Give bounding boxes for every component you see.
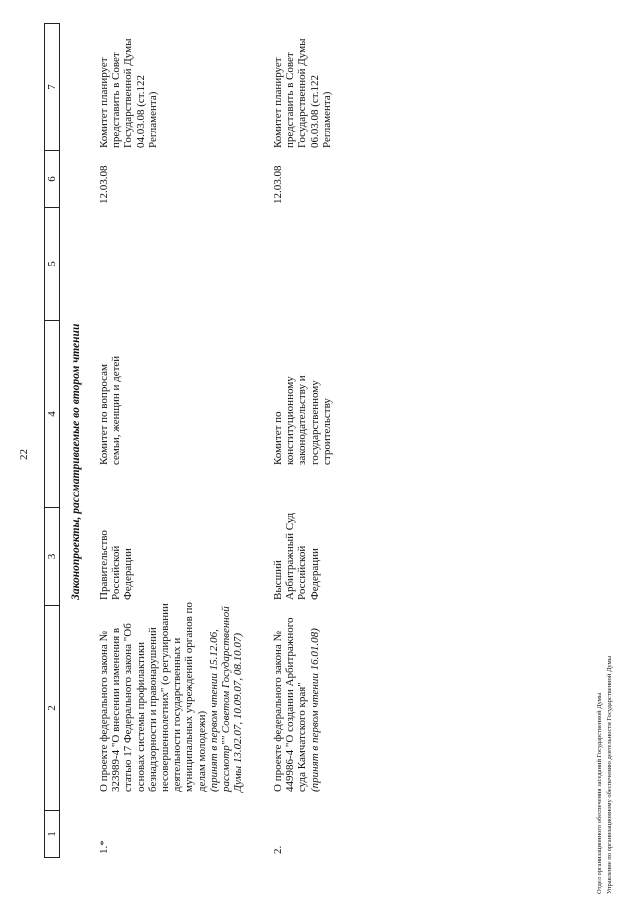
row-number: 1.* <box>98 840 110 854</box>
initiator: Высший Арбитражный Суд Российской Федерации <box>272 512 321 600</box>
header-col-5: 5 <box>44 207 60 321</box>
date: 12.03.08 <box>272 165 284 204</box>
project-description <box>98 602 244 792</box>
remark: Комитет планирует представить в Совет Государственной Думы 04.03.08 (ст.122 Регламента) <box>98 38 159 148</box>
footer-directorate: Управление по организационному обеспечению деятельности Государственной Думы <box>606 655 613 894</box>
responsible-committee: Комитет по конституционному законодательству и государственному строительству <box>272 375 333 465</box>
project-description <box>272 602 321 792</box>
header-col-4: 4 <box>44 320 60 508</box>
responsible-committee: Комитет по вопросам семьи, женщин и детей <box>98 355 123 465</box>
header-col-2: 2 <box>44 605 60 811</box>
project-title: О проекте федерального закона № 449986-4 "О создании Арбитражного суда Камчатского края" <box>272 617 309 792</box>
header-col-7: 7 <box>44 23 60 151</box>
page-number: 22 <box>18 449 30 460</box>
project-note: (принят в первом чтении 15.12.06, рассмотр"" Советом Государственной Думы 13.02.07, 10.09.07, 08.10.07) <box>207 606 245 792</box>
header-col-6: 6 <box>44 150 60 208</box>
project-note: (принят в первом чтении 16.01.08) <box>308 628 321 792</box>
date: 12.03.08 <box>98 165 110 204</box>
initiator: Правительство Российской Федерации <box>98 530 135 600</box>
section-title: Законопроекты, рассматриваемые во втором чтении <box>70 323 82 600</box>
header-col-3: 3 <box>44 507 60 606</box>
header-col-1: 1 <box>44 810 60 858</box>
remark: Комитет планирует представить в Совет Государственной Думы 06.03.08 (ст.122 Регламента) <box>272 38 333 148</box>
footer-department: Отдел организационного обеспечения заседаний Государственной Думы <box>596 692 603 894</box>
row-number: 2. <box>272 845 284 854</box>
project-title: О проекте федерального закона № 323989-4 "О внесении изменения в статью 17 Федерального закона "Об основах системы профилактики безнадзорности и правонарушений несовершеннолетних" (о регулировании деятельности государственных и муниципальных учреждений органов по делам молодежи) <box>98 602 208 792</box>
